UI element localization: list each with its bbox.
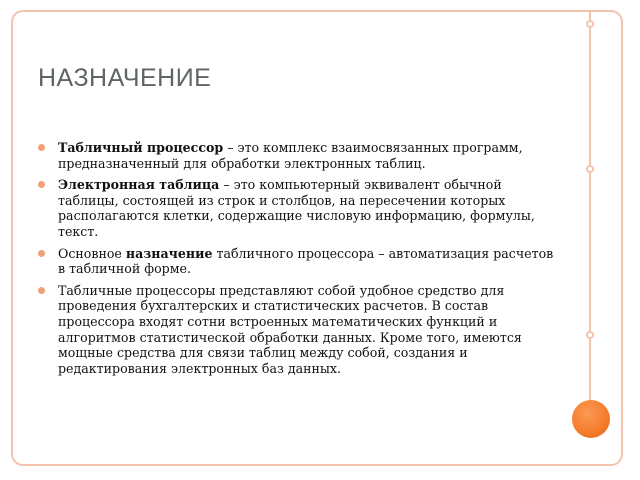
bullet-text: Табличные процессоры представляют собой удобное средство для проведения бухгалтерских и статистических расчетов. В состав процессора входят сотни встроенных математических функций и алгоритмов статистической обработки данных. Кроме того, имеются мощные средства для связи таблиц между собой, создания и редактирования электронных баз данных. <box>58 282 522 376</box>
term-naznachenie: назначение <box>125 245 213 261</box>
term-elektronnaya-tablica: Электронная таблица <box>58 177 220 193</box>
slide-title: НАЗНАЧЕНИЕ <box>38 64 212 92</box>
bullet-item <box>38 140 556 171</box>
bullet-dot-icon <box>38 144 45 151</box>
bullet-item <box>38 283 556 377</box>
bullet-item <box>38 177 556 239</box>
decorative-dot <box>586 165 594 173</box>
bullet-text-prefix: Основное <box>58 245 126 261</box>
orange-circle-decoration <box>572 400 610 438</box>
decorative-line <box>589 12 591 400</box>
decorative-dot <box>586 20 594 28</box>
bullet-dot-icon <box>38 181 45 188</box>
bullet-text: табличного процессора – автоматизация расчетов в табличной форме. <box>58 245 554 277</box>
bullet-list <box>38 140 556 382</box>
bullet-dot-icon <box>38 287 45 294</box>
decorative-dot <box>586 331 594 339</box>
bullet-text: – это комплекс взаимосвязанных программ, предназначенный для обработки электронных таблиц. <box>58 140 523 171</box>
bullet-text: – это компьютерный эквивалент обычной таблицы, состоящей из строк и столбцов, на пересечении которых располагаются клетки, содержащие числовую информацию, формулы, текст. <box>58 177 535 239</box>
bullet-dot-icon <box>38 250 45 257</box>
bullet-item <box>38 246 556 277</box>
term-tablichny-processor: Табличный процессор <box>58 140 224 155</box>
